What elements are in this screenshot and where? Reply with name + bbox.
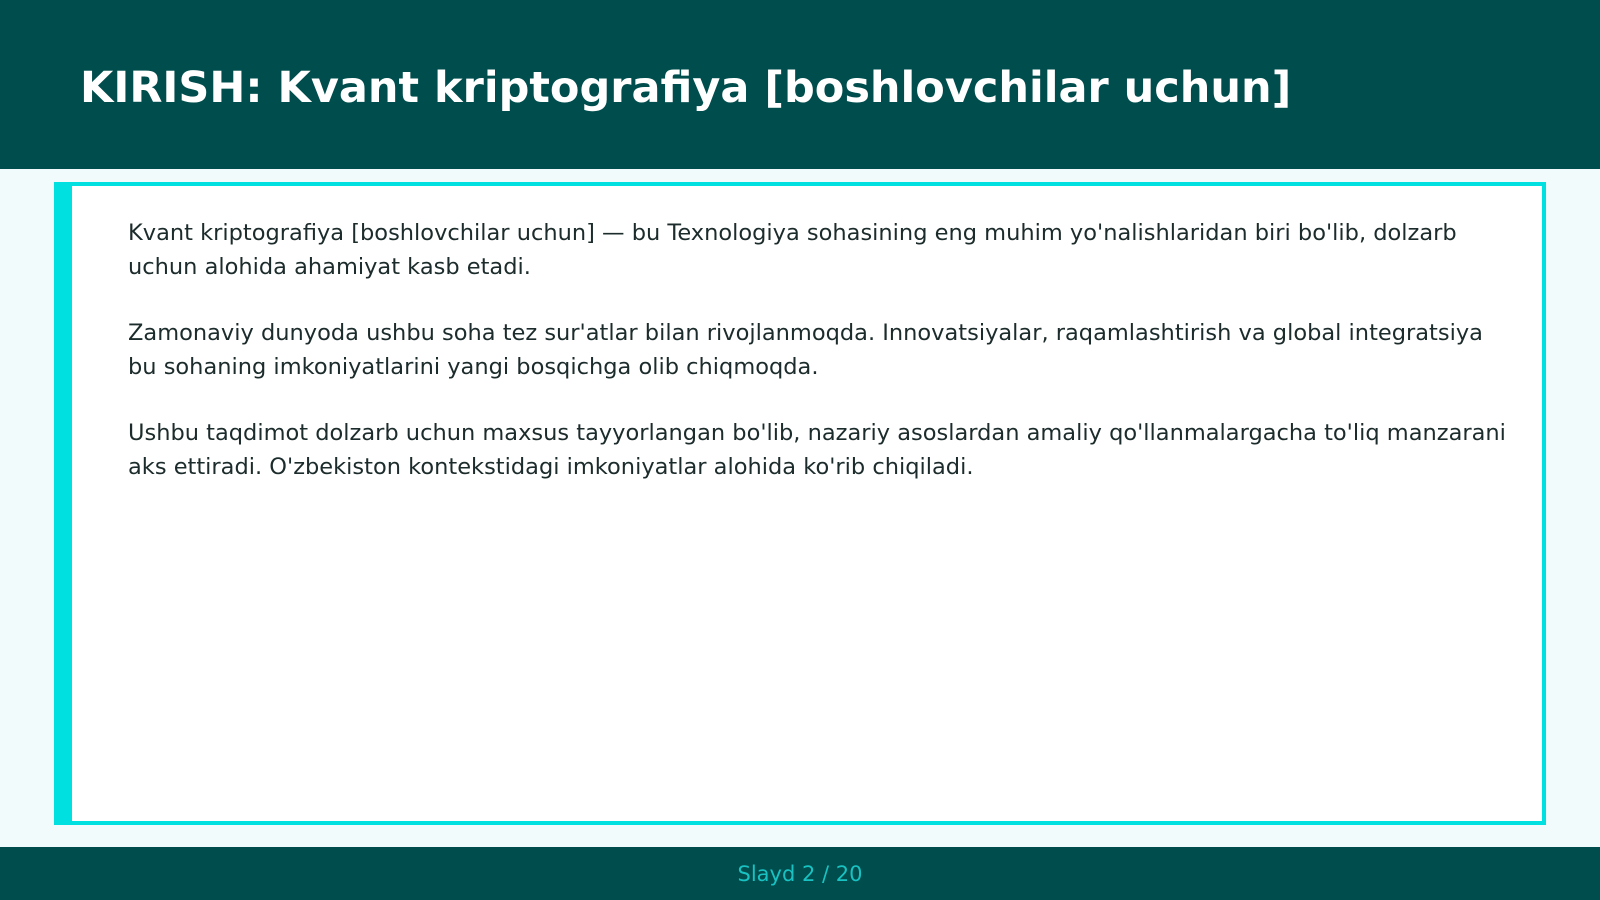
- content-body: [128, 216, 1518, 516]
- paragraph-intro: Kvant kriptografiya [boshlovchilar uchun] — bu Texnologiya sohasining eng muhim yo'nalishlaridan biri bo'lib, dolzarb uchun alohida ahamiyat kasb etadi.: [128, 220, 1457, 280]
- slide-header: [0, 0, 1600, 169]
- content-panel: [54, 182, 1546, 825]
- slide-number: Slayd 2 / 20: [737, 862, 863, 886]
- slide-title: KIRISH: Kvant kriptografiya [boshlovchilar uchun]: [80, 63, 1292, 113]
- paragraph-presentation: Ushbu taqdimot dolzarb uchun maxsus tayyorlangan bo'lib, nazariy asoslardan amaliy qo'llanmalargacha to'liq manzarani aks ettiradi. O'zbekiston kontekstidagi imkoniyatlar alohida ko'rib chiqiladi.: [128, 420, 1506, 480]
- slide-footer: [0, 847, 1600, 900]
- paragraph-modern-world: Zamonaviy dunyoda ushbu soha tez sur'atlar bilan rivojlanmoqda. Innovatsiyalar, raqamlashtirish va global integratsiya bu sohaning imkoniyatlarini yangi bosqichga olib chiqmoqda.: [128, 320, 1483, 380]
